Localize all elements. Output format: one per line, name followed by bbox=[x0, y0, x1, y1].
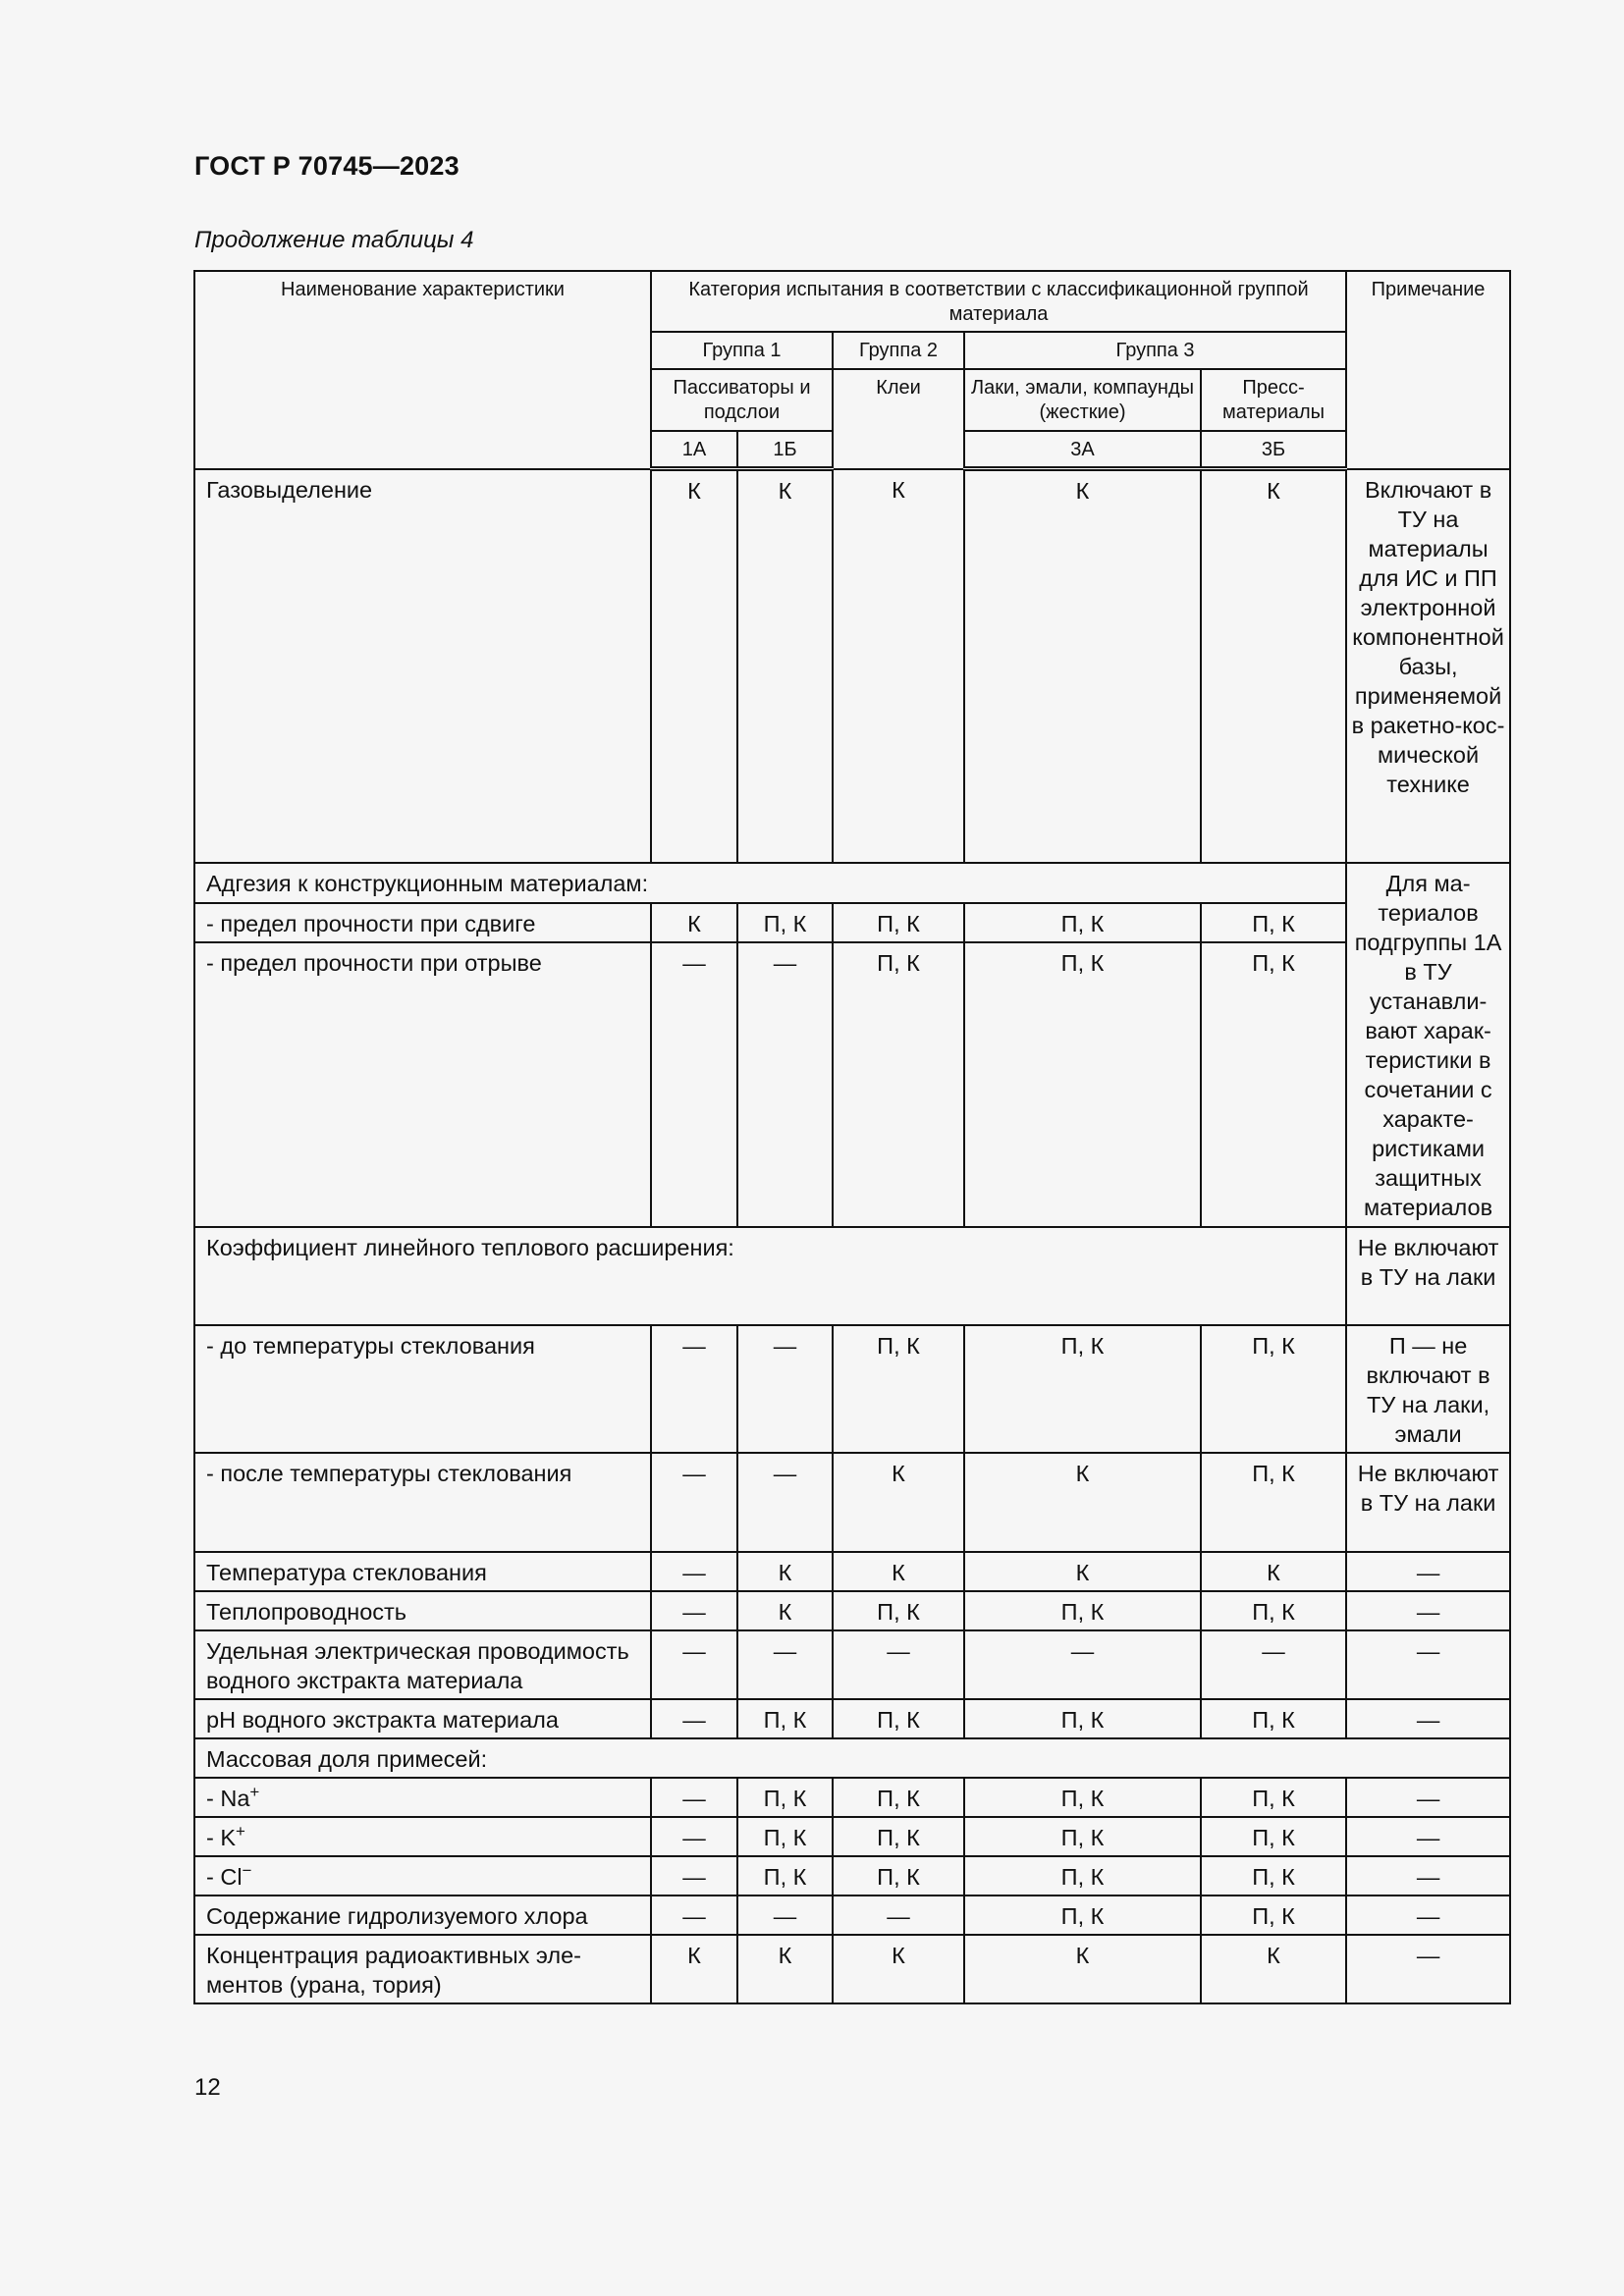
cell-2: П, К bbox=[833, 1325, 964, 1453]
header-col-1b: 1Б bbox=[737, 431, 833, 469]
cell-2: П, К bbox=[833, 1591, 964, 1630]
cell-3a: П, К bbox=[964, 1817, 1201, 1856]
cell-2: П, К bbox=[833, 1699, 964, 1738]
row-note: Включают в ТУ на материалы для ИС и ПП электронной компонентной базы, применяемой в ракетно-космической технике bbox=[1346, 469, 1510, 863]
row-label: - предел прочности при сдвиге bbox=[194, 903, 651, 942]
cell-1a: К bbox=[651, 1935, 737, 2003]
cell-1b: — bbox=[737, 1896, 833, 1935]
cell-3a: П, К bbox=[964, 1856, 1201, 1896]
row-note: — bbox=[1346, 1817, 1510, 1856]
cell-1b: П, К bbox=[737, 903, 833, 942]
cell-2: П, К bbox=[833, 903, 964, 942]
cell-3b: — bbox=[1201, 1630, 1346, 1699]
row-note: — bbox=[1346, 1591, 1510, 1630]
ion-label: - Na bbox=[206, 1785, 250, 1811]
cell-1b: К bbox=[737, 469, 833, 863]
cell-3a: П, К bbox=[964, 942, 1201, 1227]
cell-1b: — bbox=[737, 1325, 833, 1453]
row-chlorine bbox=[194, 1896, 1510, 1935]
row-label: - до температуры стеклования bbox=[194, 1325, 651, 1453]
cell-3b: П, К bbox=[1201, 1817, 1346, 1856]
cell-2: К bbox=[833, 469, 964, 863]
row-label: Коэффициент линейного теплового расширения: bbox=[194, 1227, 1346, 1325]
cell-1b: К bbox=[737, 1552, 833, 1591]
row-radio bbox=[194, 1935, 1510, 2003]
row-label: - после температуры стеклования bbox=[194, 1453, 651, 1552]
row-note: — bbox=[1346, 1630, 1510, 1699]
cell-1a: — bbox=[651, 1896, 737, 1935]
cell-1b: К bbox=[737, 1935, 833, 2003]
cell-2: К bbox=[833, 1552, 964, 1591]
cell-2: К bbox=[833, 1453, 964, 1552]
row-label: Температура стеклования bbox=[194, 1552, 651, 1591]
cell-1a: — bbox=[651, 1325, 737, 1453]
row-cte-above bbox=[194, 1453, 1510, 1552]
row-label: Содержание гидролизуемого хлора bbox=[194, 1896, 651, 1935]
cell-1b: П, К bbox=[737, 1778, 833, 1817]
ion-charge: − bbox=[242, 1860, 252, 1880]
cell-3a: П, К bbox=[964, 1699, 1201, 1738]
row-shear bbox=[194, 903, 1510, 942]
cell-3a: — bbox=[964, 1630, 1201, 1699]
cell-1b: — bbox=[737, 1630, 833, 1699]
row-cte bbox=[194, 1227, 1510, 1325]
cell-3a: П, К bbox=[964, 1325, 1201, 1453]
page-number: 12 bbox=[194, 2074, 221, 2101]
cell-3a: П, К bbox=[964, 1778, 1201, 1817]
row-note: Для материалов подгруппы 1А в ТУ устанавливают характеристики в сочетании с характеристиками защитных материалов bbox=[1346, 863, 1510, 1227]
header-glues: Клеи bbox=[833, 369, 964, 469]
row-cte-below bbox=[194, 1325, 1510, 1453]
row-label: Концентрация радиоактивных элементов (урана, тория) bbox=[194, 1935, 651, 2003]
row-na bbox=[194, 1778, 1510, 1817]
row-note: — bbox=[1346, 1896, 1510, 1935]
ion-charge: + bbox=[249, 1782, 260, 1801]
row-label bbox=[194, 1856, 651, 1896]
row-note: — bbox=[1346, 1699, 1510, 1738]
header-col-1a: 1А bbox=[651, 431, 737, 469]
ion-label: - Cl bbox=[206, 1863, 243, 1890]
document-code: ГОСТ Р 70745—2023 bbox=[194, 151, 460, 181]
cell-1a: — bbox=[651, 1591, 737, 1630]
row-note: П — не включают в ТУ на лаки, эмали bbox=[1346, 1325, 1510, 1453]
row-thermal bbox=[194, 1591, 1510, 1630]
cell-2: П, К bbox=[833, 1817, 964, 1856]
row-tear bbox=[194, 942, 1510, 1227]
row-label: - предел прочности при отрыве bbox=[194, 942, 651, 1227]
row-note: — bbox=[1346, 1935, 1510, 2003]
cell-1a: — bbox=[651, 1817, 737, 1856]
row-note: Не включают в ТУ на лаки bbox=[1346, 1453, 1510, 1552]
cell-1b: П, К bbox=[737, 1817, 833, 1856]
cell-3a: К bbox=[964, 1453, 1201, 1552]
row-cl bbox=[194, 1856, 1510, 1896]
row-impurities bbox=[194, 1738, 1510, 1778]
cell-1b: — bbox=[737, 1453, 833, 1552]
header-note: Примечание bbox=[1346, 271, 1510, 469]
header-passivators: Пассиваторы и подслои bbox=[651, 369, 833, 431]
ion-charge: + bbox=[236, 1821, 245, 1841]
header-group1: Группа 1 bbox=[651, 332, 833, 369]
header-group2: Группа 2 bbox=[833, 332, 964, 369]
row-label bbox=[194, 1778, 651, 1817]
cell-3b: П, К bbox=[1201, 1856, 1346, 1896]
row-conductivity bbox=[194, 1630, 1510, 1699]
cell-1a: — bbox=[651, 1630, 737, 1699]
characteristics-table bbox=[193, 270, 1511, 2004]
cell-1b: — bbox=[737, 942, 833, 1227]
row-note: — bbox=[1346, 1778, 1510, 1817]
cell-1b: П, К bbox=[737, 1856, 833, 1896]
row-note: — bbox=[1346, 1856, 1510, 1896]
cell-1a: — bbox=[651, 1453, 737, 1552]
cell-3a: К bbox=[964, 1552, 1201, 1591]
cell-3b: П, К bbox=[1201, 1699, 1346, 1738]
cell-3b: П, К bbox=[1201, 942, 1346, 1227]
cell-3a: П, К bbox=[964, 903, 1201, 942]
cell-3b: П, К bbox=[1201, 903, 1346, 942]
cell-2: — bbox=[833, 1896, 964, 1935]
table-caption: Продолжение таблицы 4 bbox=[194, 227, 474, 253]
cell-1a: — bbox=[651, 1856, 737, 1896]
cell-3b: П, К bbox=[1201, 1591, 1346, 1630]
header-category: Категория испытания в соответствии с классификационной группой материала bbox=[651, 271, 1346, 332]
cell-2: П, К bbox=[833, 1778, 964, 1817]
cell-3a: П, К bbox=[964, 1896, 1201, 1935]
row-label: Массовая доля примесей: bbox=[194, 1738, 1510, 1778]
row-gas bbox=[194, 469, 1510, 863]
cell-3b: П, К bbox=[1201, 1325, 1346, 1453]
cell-3b: К bbox=[1201, 1552, 1346, 1591]
row-label: Теплопроводность bbox=[194, 1591, 651, 1630]
cell-3b: П, К bbox=[1201, 1453, 1346, 1552]
row-label bbox=[194, 1817, 651, 1856]
ion-label: - K bbox=[206, 1824, 237, 1850]
cell-3b: П, К bbox=[1201, 1896, 1346, 1935]
header-row-1 bbox=[194, 271, 1510, 332]
cell-1a: — bbox=[651, 1778, 737, 1817]
cell-2: П, К bbox=[833, 942, 964, 1227]
header-col-3b: 3Б bbox=[1201, 431, 1346, 469]
cell-1a: К bbox=[651, 903, 737, 942]
cell-1a: — bbox=[651, 1699, 737, 1738]
row-k bbox=[194, 1817, 1510, 1856]
cell-3a: П, К bbox=[964, 1591, 1201, 1630]
row-label: Газовыделение bbox=[194, 469, 651, 863]
row-label: рН водного экстракта материала bbox=[194, 1699, 651, 1738]
row-label: Удельная электрическая проводимость водного экстракта материала bbox=[194, 1630, 651, 1699]
cell-2: П, К bbox=[833, 1856, 964, 1896]
header-press: Пресс-материалы bbox=[1201, 369, 1346, 431]
row-label: Адгезия к конструкционным материалам: bbox=[194, 863, 1346, 903]
row-adhesion bbox=[194, 863, 1510, 903]
cell-1b: П, К bbox=[737, 1699, 833, 1738]
header-col-3a: 3А bbox=[964, 431, 1201, 469]
header-group3: Группа 3 bbox=[964, 332, 1346, 369]
header-varnishes: Лаки, эмали, компаунды (жесткие) bbox=[964, 369, 1201, 431]
row-note: — bbox=[1346, 1552, 1510, 1591]
cell-3b: П, К bbox=[1201, 1778, 1346, 1817]
cell-2: — bbox=[833, 1630, 964, 1699]
cell-3b: К bbox=[1201, 1935, 1346, 2003]
header-name: Наименование характеристики bbox=[194, 271, 651, 469]
row-ph bbox=[194, 1699, 1510, 1738]
cell-1a: — bbox=[651, 942, 737, 1227]
cell-3a: К bbox=[964, 469, 1201, 863]
cell-3b: К bbox=[1201, 469, 1346, 863]
row-note: Не включают в ТУ на лаки bbox=[1346, 1227, 1510, 1325]
row-tg bbox=[194, 1552, 1510, 1591]
cell-3a: К bbox=[964, 1935, 1201, 2003]
cell-1a: К bbox=[651, 469, 737, 863]
cell-1b: К bbox=[737, 1591, 833, 1630]
cell-2: К bbox=[833, 1935, 964, 2003]
cell-1a: — bbox=[651, 1552, 737, 1591]
